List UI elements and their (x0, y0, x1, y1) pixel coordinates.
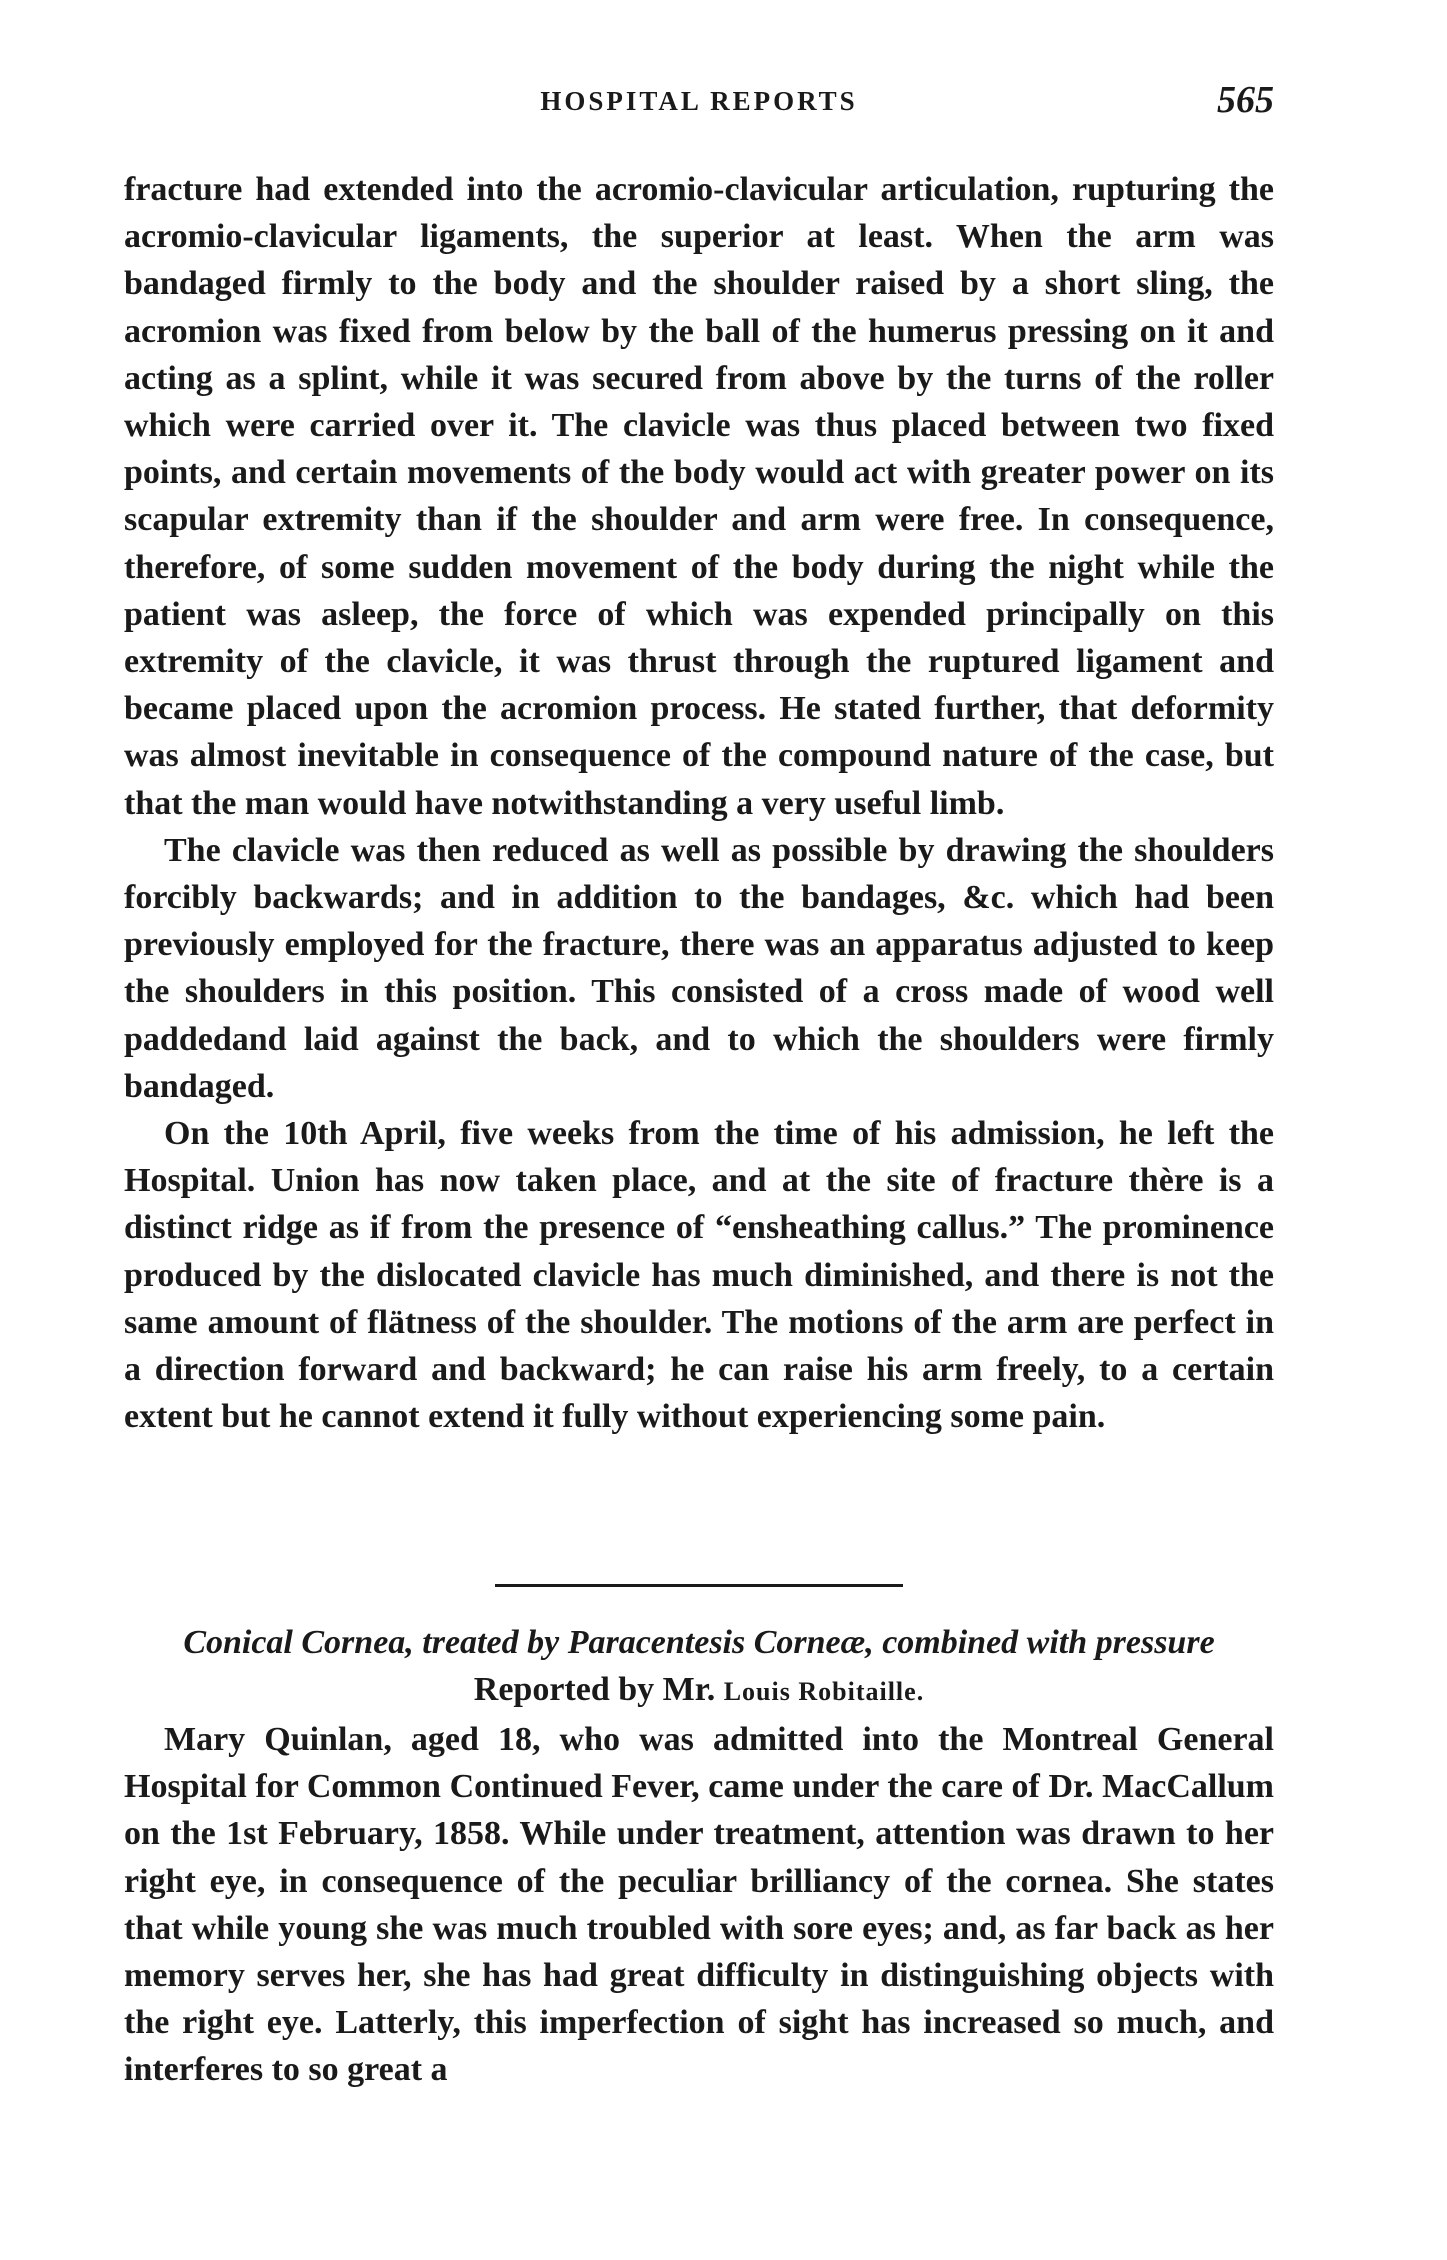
running-head (124, 78, 1274, 128)
paragraph: The clavicle was then reduced as well as possible by drawing the shoulders forcibly backwards; and in addition to the bandages, &c. which had been previously employed for the fracture, there was an apparatus adjusted to keep the shoulders in this position. This consisted of a cross made of wood well paddedand laid against the back, and to which the shoulders were firmly bandaged. (124, 831, 1274, 1105)
article-byline (124, 1667, 1274, 1715)
continued-case-text (124, 166, 1274, 1440)
paragraph: fracture had extended into the acromio-clavicular articulation, rupturing the acromio-clavicular ligaments, the superior at least. When the arm was bandaged firmly to the body and the shoulder raised by a short sling, the acromion was fixed from below by the ball of the humerus pressing on it and acting as a splint, while it was secured from above by the turns of the roller which were carried over it. The clavicle was thus placed between two fixed points, and certain movements of the body would act with greater power on its scapular extremity than if the shoulder and arm were free. In consequence, therefore, of some sudden movement of the body during the night while the patient was asleep, the force of which was expended principally on this extremity of the clavicle, it was thrust through the ruptured ligament and became placed upon the acromion process. He stated further, that deformity was almost inevitable in consequence of the compound nature of the case, but that the man would have notwithstanding a very useful limb. (124, 171, 1274, 822)
running-title: HOSPITAL REPORTS (540, 86, 858, 116)
section-divider (495, 1584, 903, 1587)
page-number: 565 (1217, 79, 1274, 121)
paragraph: On the 10th April, five weeks from the time of his admission, he left the Hospital. Union has now taken place, and at the site of fracture thère is a distinct ridge as if from the presence of “ensheathing callus.” The prominence produced by the dislocated clavicle has much diminished, and there is not the same amount of flätness of the shoulder. The motions of the arm are perfect in a direction forward and backward; he can raise his arm freely, to a certain extent but he cannot extend it fully without experiencing some pain. (124, 1115, 1274, 1436)
byline-prefix: Reported by Mr. (473, 1671, 724, 1708)
article-title: Conical Cornea, treated by Paracentesis Corneæ, combined with pressure (183, 1624, 1215, 1661)
article-body (124, 1716, 1274, 2094)
paragraph: Mary Quinlan, aged 18, who was admitted into the Montreal General Hospital for Common Continued Fever, came under the care of Dr. MacCallum on the 1st February, 1858. While under treatment, attention was drawn to her right eye, in consequence of the peculiar brilliancy of the cornea. She states that while young she was much troubled with sore eyes; and, as far back as her memory serves her, she has had great difficulty in distinguishing objects with the right eye. Latterly, this imperfection of sight has increased so much, and interferes to so great a (124, 1721, 1274, 2089)
byline-author: Louis Robitaille. (723, 1677, 925, 1706)
